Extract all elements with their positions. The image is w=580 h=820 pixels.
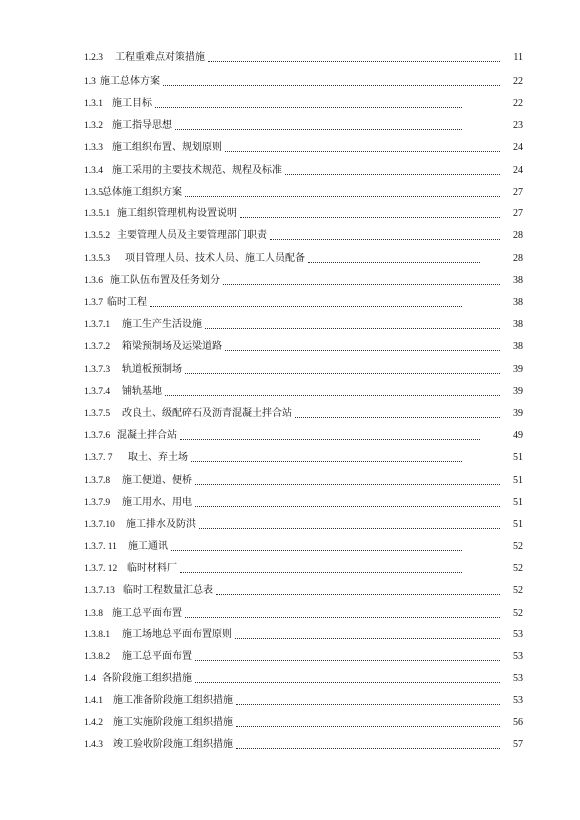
toc-entry-title: 项目管理人员、技术人员、施工人员配备 <box>125 253 305 264</box>
toc-entry-title: 施工场地总平面布置原则 <box>122 629 232 640</box>
toc-entry[interactable] <box>0 603 580 625</box>
toc-dot-leader <box>175 129 462 130</box>
toc-entry-title: 铺轨基地 <box>122 386 162 397</box>
toc-entry[interactable] <box>0 137 580 159</box>
toc-entry-number: 1.4.2 <box>84 718 103 728</box>
toc-entry-number: 1.3.7.4 <box>84 387 111 397</box>
toc-entry-title: 施工总平面布置 <box>112 608 182 619</box>
toc-entry[interactable] <box>0 690 580 712</box>
toc-dot-leader <box>236 748 500 749</box>
toc-entry-title: 竣工验收阶段施工组织措施 <box>113 739 233 750</box>
toc-dot-leader <box>185 196 500 197</box>
toc-entry-number: 1.3.8.1 <box>84 630 111 640</box>
toc-entry-number: 1.3.5 <box>84 188 103 198</box>
toc-entry-title: 施工指导思想 <box>112 120 172 131</box>
toc-entry-title: 施工生产生活设施 <box>122 319 202 330</box>
toc-entry-number: 1.3.7.9 <box>84 498 111 508</box>
toc-dot-leader <box>236 726 500 727</box>
toc-entry-title: 总体施工组织方案 <box>102 187 182 198</box>
toc-entry-page-number: 39 <box>513 408 523 419</box>
toc-dot-leader <box>195 682 500 683</box>
toc-dot-leader <box>195 484 500 485</box>
toc-dot-leader <box>308 262 480 263</box>
toc-entry-number: 1.3.6 <box>84 276 103 286</box>
toc-entry-number: 1.3.2 <box>84 121 103 131</box>
toc-entry-page-number: 24 <box>513 165 523 176</box>
toc-entry[interactable] <box>0 381 580 403</box>
toc-entry-title: 施工组织布置、规划原则 <box>112 142 222 153</box>
toc-entry-number: 1.3.7.1 <box>84 320 111 330</box>
toc-entry-title: 施工总平面布置 <box>122 651 192 662</box>
toc-entry-number: 1.3.7.2 <box>84 342 111 352</box>
toc-entry-page-number: 51 <box>513 497 523 508</box>
toc-dot-leader <box>295 417 500 418</box>
toc-entry-page-number: 53 <box>513 695 523 706</box>
toc-entry-page-number: 28 <box>513 230 523 241</box>
toc-entry-number: 1.3.7.10 <box>84 520 115 530</box>
toc-entry-title: 临时工程数量汇总表 <box>123 585 213 596</box>
toc-entry-number: 1.3.7.3 <box>84 365 111 375</box>
toc-entry-page-number: 51 <box>513 519 523 530</box>
toc-entry[interactable] <box>0 248 580 270</box>
toc-dot-leader <box>208 61 500 62</box>
toc-dot-leader <box>180 572 462 573</box>
toc-entry-title: 施工排水及防洪 <box>126 519 196 530</box>
toc-entry-number: 1.4.1 <box>84 696 103 706</box>
toc-entry-title: 施工实施阶段施工组织措施 <box>113 717 233 728</box>
toc-dot-leader <box>185 617 500 618</box>
toc-entry[interactable] <box>0 712 580 734</box>
toc-entry-page-number: 52 <box>513 585 523 596</box>
toc-entry-title: 各阶段施工组织措施 <box>102 673 192 684</box>
toc-entry-page-number: 52 <box>513 541 523 552</box>
toc-dot-leader <box>285 174 500 175</box>
toc-entry-page-number: 11 <box>513 52 523 63</box>
toc-dot-leader <box>171 550 462 551</box>
toc-entry-page-number: 24 <box>513 142 523 153</box>
toc-dot-leader <box>223 284 500 285</box>
toc-entry-page-number: 39 <box>513 386 523 397</box>
toc-entry-title: 混凝土拌合站 <box>117 430 177 441</box>
toc-entry[interactable] <box>0 47 580 69</box>
toc-entry-number: 1.2.3 <box>84 53 103 63</box>
toc-entry-page-number: 22 <box>513 76 523 87</box>
toc-entry-page-number: 52 <box>513 608 523 619</box>
toc-entry-title: 施工准备阶段施工组织措施 <box>113 695 233 706</box>
toc-entry-title: 施工目标 <box>112 98 152 109</box>
toc-entry-number: 1.3.7. 7 <box>84 453 113 463</box>
toc-entry-title: 施工用水、用电 <box>122 497 192 508</box>
toc-entry-number: 1.3.7. 12 <box>84 564 118 574</box>
toc-entry[interactable] <box>0 580 580 602</box>
toc-dot-leader <box>155 107 462 108</box>
toc-dot-leader <box>199 528 500 529</box>
toc-entry[interactable] <box>0 115 580 137</box>
toc-entry-title: 施工采用的主要技术规范、规程及标准 <box>112 165 282 176</box>
toc-dot-leader <box>235 638 500 639</box>
toc-entry[interactable] <box>0 225 580 247</box>
toc-dot-leader <box>195 660 500 661</box>
toc-entry-page-number: 57 <box>513 739 523 750</box>
toc-dot-leader <box>180 439 480 440</box>
toc-dot-leader <box>225 151 500 152</box>
toc-entry-title: 取土、弃土场 <box>128 452 188 463</box>
toc-entry-number: 1.3.5.2 <box>84 231 111 241</box>
toc-entry-number: 1.3.7.5 <box>84 409 111 419</box>
toc-entry-page-number: 53 <box>513 629 523 640</box>
toc-entry[interactable] <box>0 514 580 536</box>
toc-entry-number: 1.3.5.1 <box>84 209 111 219</box>
toc-dot-leader <box>236 704 500 705</box>
toc-entry-number: 1.3.7. 11 <box>84 542 117 552</box>
toc-entry-page-number: 38 <box>513 275 523 286</box>
toc-dot-leader <box>150 306 462 307</box>
toc-entry-title: 轨道板预制场 <box>122 364 182 375</box>
toc-entry-page-number: 27 <box>513 208 523 219</box>
toc-entry-number: 1.4 <box>84 674 96 684</box>
toc-entry-page-number: 51 <box>513 475 523 486</box>
toc-entry[interactable] <box>0 646 580 668</box>
toc-entry-page-number: 28 <box>513 253 523 264</box>
toc-entry[interactable] <box>0 203 580 225</box>
toc-dot-leader <box>165 395 500 396</box>
toc-entry[interactable] <box>0 403 580 425</box>
toc-entry-page-number: 27 <box>513 187 523 198</box>
toc-dot-leader <box>185 373 500 374</box>
toc-entry[interactable] <box>0 558 580 580</box>
toc-entry[interactable] <box>0 160 580 182</box>
toc-entry[interactable] <box>0 93 580 115</box>
toc-entry-number: 1.3.7.13 <box>84 586 115 596</box>
toc-entry[interactable] <box>0 71 580 93</box>
toc-entry-page-number: 53 <box>513 673 523 684</box>
toc-entry-number: 1.3.4 <box>84 166 103 176</box>
toc-entry[interactable] <box>0 470 580 492</box>
toc-entry-page-number: 38 <box>513 297 523 308</box>
toc-dot-leader <box>205 328 500 329</box>
toc-entry-number: 1.3.7 <box>84 298 103 308</box>
toc-entry-title: 施工总体方案 <box>100 76 160 87</box>
toc-entry[interactable] <box>0 359 580 381</box>
toc-dot-leader <box>216 594 500 595</box>
toc-dot-leader <box>225 350 500 351</box>
toc-entry-title: 改良土、级配碎石及沥青混凝土拌合站 <box>122 408 292 419</box>
toc-entry-number: 1.3 <box>84 77 96 87</box>
toc-entry[interactable] <box>0 182 580 204</box>
toc-entry-title: 主要管理人员及主要管理部门职责 <box>117 230 267 241</box>
toc-entry-title: 施工便道、便桥 <box>122 475 192 486</box>
toc-dot-leader <box>240 217 500 218</box>
toc-entry[interactable] <box>0 536 580 558</box>
toc-entry-number: 1.4.3 <box>84 740 103 750</box>
toc-entry-page-number: 38 <box>513 341 523 352</box>
toc-entry-title: 施工队伍布置及任务划分 <box>110 275 220 286</box>
toc-entry[interactable] <box>0 425 580 447</box>
toc-dot-leader <box>270 239 500 240</box>
toc-entry[interactable] <box>0 447 580 469</box>
toc-entry-page-number: 39 <box>513 364 523 375</box>
toc-entry-page-number: 51 <box>513 452 523 463</box>
toc-entry-number: 1.3.5.3 <box>84 254 111 264</box>
toc-entry-number: 1.3.8.2 <box>84 652 111 662</box>
toc-entry[interactable] <box>0 624 580 646</box>
toc-entry-number: 1.3.7.8 <box>84 476 111 486</box>
toc-entry-title: 施工通讯 <box>128 541 168 552</box>
toc-entry[interactable] <box>0 270 580 292</box>
toc-entry-page-number: 22 <box>513 98 523 109</box>
toc-entry[interactable] <box>0 292 580 314</box>
toc-entry-title: 施工组织管理机构设置说明 <box>117 208 237 219</box>
toc-dot-leader <box>163 85 500 86</box>
toc-entry-page-number: 56 <box>513 717 523 728</box>
toc-entry[interactable] <box>0 734 580 756</box>
toc-entry-number: 1.3.7.6 <box>84 431 111 441</box>
toc-entry-title: 临时材料厂 <box>127 563 177 574</box>
toc-entry-page-number: 53 <box>513 651 523 662</box>
toc-entry-page-number: 38 <box>513 319 523 330</box>
toc-entry-number: 1.3.1 <box>84 99 103 109</box>
toc-dot-leader <box>191 461 462 462</box>
toc-entry-page-number: 23 <box>513 120 523 131</box>
toc-entry-page-number: 49 <box>513 430 523 441</box>
toc-dot-leader <box>195 506 500 507</box>
toc-entry[interactable] <box>0 668 580 690</box>
toc-entry-title: 工程重难点对策措施 <box>115 52 205 63</box>
toc-entry-number: 1.3.3 <box>84 143 103 153</box>
toc-entry-title: 箱梁预制场及运梁道路 <box>122 341 222 352</box>
toc-entry[interactable] <box>0 336 580 358</box>
toc-entry[interactable] <box>0 314 580 336</box>
toc-entry-title: 临时工程 <box>107 297 147 308</box>
toc-entry-number: 1.3.8 <box>84 609 103 619</box>
toc-entry-page-number: 52 <box>513 563 523 574</box>
toc-entry[interactable] <box>0 492 580 514</box>
